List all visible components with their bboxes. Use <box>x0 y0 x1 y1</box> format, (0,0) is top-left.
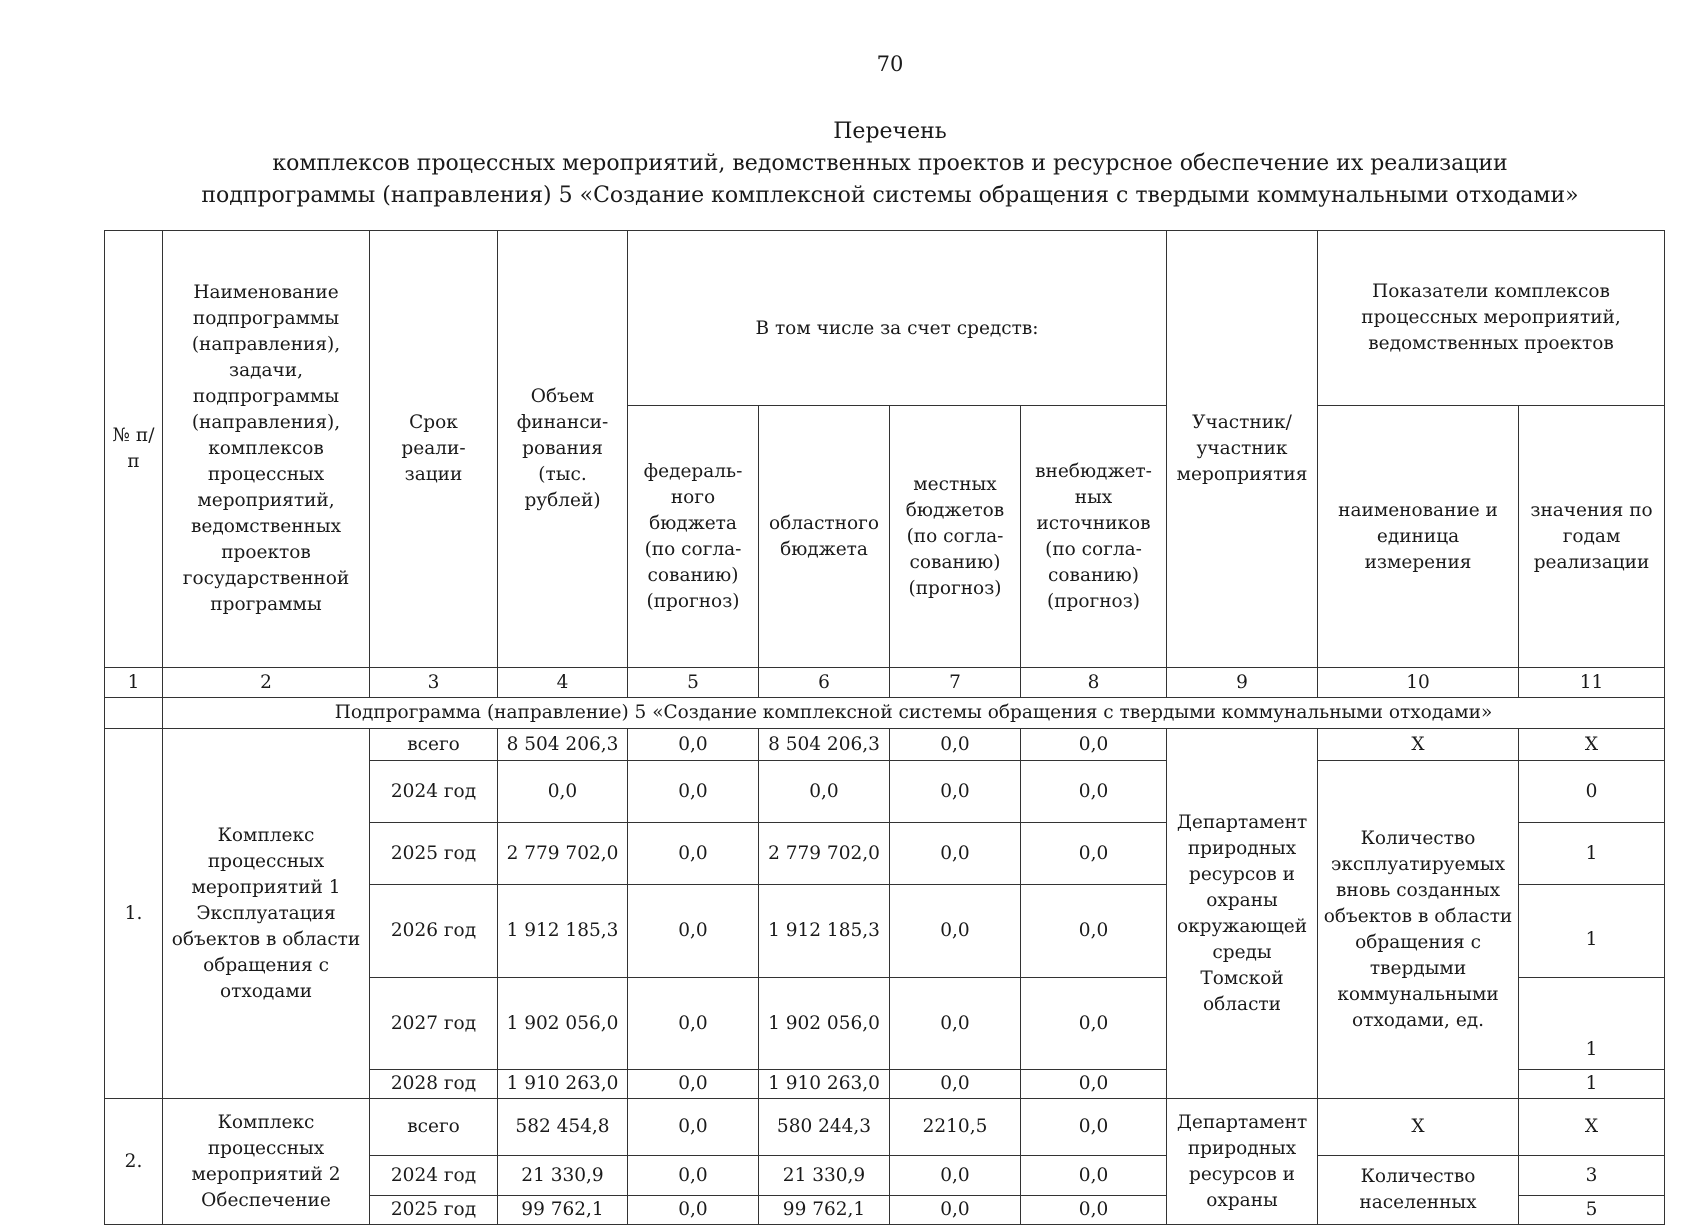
indicator-value: 1 <box>1519 823 1665 885</box>
extra-cell: 0,0 <box>1021 1099 1167 1156</box>
extra-cell: 0,0 <box>1021 729 1167 761</box>
volume-cell: 99 762,1 <box>498 1196 628 1225</box>
volume-cell: 1 912 185,3 <box>498 885 628 978</box>
extra-cell: 0,0 <box>1021 1196 1167 1225</box>
col-num-4: 4 <box>498 668 628 698</box>
indicator-value: 3 <box>1519 1156 1665 1196</box>
federal-cell: 0,0 <box>628 1156 759 1196</box>
header-ind-values: значения по годам реализации <box>1519 406 1665 668</box>
term-cell: 2028 год <box>370 1070 498 1099</box>
col-num-3: 3 <box>370 668 498 698</box>
indicator-value: 1 <box>1519 978 1665 1070</box>
local-cell: 0,0 <box>890 1196 1021 1225</box>
federal-cell: 0,0 <box>628 729 759 761</box>
participant-cell: Департамент природных ресурсов и охраны <box>1167 1099 1318 1225</box>
header-federal: федераль-ного бюджета (по согла-сованию) (прогноз) <box>628 406 759 668</box>
term-cell: 2025 год <box>370 1196 498 1225</box>
header-extrabudget: внебюджет-ных источников (по согла-сованию) (прогноз) <box>1021 406 1167 668</box>
volume-cell: 21 330,9 <box>498 1156 628 1196</box>
indicator-x-name: Х <box>1318 1099 1519 1156</box>
column-numbers-row <box>105 668 1665 698</box>
indicator-name: Количество эксплуатируемых вновь созданных объектов в области обращения с твердыми коммунальными отходами, ед. <box>1318 761 1519 1099</box>
regional-cell: 1 902 056,0 <box>759 978 890 1070</box>
regional-cell: 2 779 702,0 <box>759 823 890 885</box>
local-cell: 0,0 <box>890 885 1021 978</box>
term-cell: всего <box>370 1099 498 1156</box>
regional-cell: 1 910 263,0 <box>759 1070 890 1099</box>
extra-cell: 0,0 <box>1021 1070 1167 1099</box>
regional-cell: 1 912 185,3 <box>759 885 890 978</box>
section-title: Подпрограмма (направление) 5 «Создание комплексной системы обращения с твердыми коммунальными отходами» <box>163 698 1665 729</box>
local-cell: 0,0 <box>890 1070 1021 1099</box>
col-num-11: 11 <box>1519 668 1665 698</box>
program-table <box>104 230 1665 1225</box>
federal-cell: 0,0 <box>628 1099 759 1156</box>
local-cell: 0,0 <box>890 761 1021 823</box>
header-row-1 <box>105 231 1665 406</box>
indicator-x-value: Х <box>1519 729 1665 761</box>
regional-cell: 99 762,1 <box>759 1196 890 1225</box>
extra-cell: 0,0 <box>1021 978 1167 1070</box>
header-indicators-group: Показатели комплексов процессных мероприятий, ведомственных проектов <box>1318 231 1665 406</box>
row-num: 2. <box>105 1099 163 1225</box>
complex-name: Комплекс процессных мероприятий 2 Обеспечение <box>163 1099 370 1225</box>
header-regional: областного бюджета <box>759 406 890 668</box>
indicator-name: Количество населенных <box>1318 1156 1519 1225</box>
extra-cell: 0,0 <box>1021 761 1167 823</box>
header-volume: Объем финанси-рования (тыс. рублей) <box>498 231 628 668</box>
volume-cell: 582 454,8 <box>498 1099 628 1156</box>
participant-cell: Департамент природных ресурсов и охраны окружающей среды Томской области <box>1167 729 1318 1099</box>
volume-cell: 8 504 206,3 <box>498 729 628 761</box>
regional-cell: 21 330,9 <box>759 1156 890 1196</box>
header-num: № п/п <box>105 231 163 668</box>
header-participant: Участник/ участник мероприятия <box>1167 231 1318 668</box>
title-line-1: Перечень <box>833 119 947 144</box>
col-num-1: 1 <box>105 668 163 698</box>
extra-cell: 0,0 <box>1021 1156 1167 1196</box>
volume-cell: 1 902 056,0 <box>498 978 628 1070</box>
header-sources-group: В том числе за счет средств: <box>628 231 1167 406</box>
col-num-10: 10 <box>1318 668 1519 698</box>
indicator-x-value: Х <box>1519 1099 1665 1156</box>
col-num-5: 5 <box>628 668 759 698</box>
federal-cell: 0,0 <box>628 885 759 978</box>
term-cell: 2025 год <box>370 823 498 885</box>
indicator-value: 5 <box>1519 1196 1665 1225</box>
term-cell: 2026 год <box>370 885 498 978</box>
indicator-value: 1 <box>1519 1070 1665 1099</box>
title-line-2: комплексов процессных мероприятий, ведомственных проектов и ресурсное обеспечение их реализации <box>272 151 1508 176</box>
local-cell: 0,0 <box>890 729 1021 761</box>
regional-cell: 580 244,3 <box>759 1099 890 1156</box>
federal-cell: 0,0 <box>628 1196 759 1225</box>
header-name: Наименование подпрограммы (направления), задачи, подпрограммы (направления), комплексов процессных мероприятий, ведомственных проектов государственной программы <box>163 231 370 668</box>
local-cell: 0,0 <box>890 1156 1021 1196</box>
local-cell: 0,0 <box>890 823 1021 885</box>
extra-cell: 0,0 <box>1021 823 1167 885</box>
term-cell: всего <box>370 729 498 761</box>
page-number: 70 <box>876 52 904 76</box>
header-ind-name: наименование и единица измерения <box>1318 406 1519 668</box>
header-term: Срок реали-зации <box>370 231 498 668</box>
federal-cell: 0,0 <box>628 761 759 823</box>
federal-cell: 0,0 <box>628 823 759 885</box>
section-num-cell <box>105 698 163 729</box>
local-cell: 2210,5 <box>890 1099 1021 1156</box>
table-row <box>105 729 1665 761</box>
term-cell: 2027 год <box>370 978 498 1070</box>
document-title <box>0 116 1698 212</box>
term-cell: 2024 год <box>370 761 498 823</box>
complex-name: Комплекс процессных мероприятий 1 Эксплуатация объектов в области обращения с отходами <box>163 729 370 1099</box>
volume-cell: 0,0 <box>498 761 628 823</box>
col-num-8: 8 <box>1021 668 1167 698</box>
volume-cell: 1 910 263,0 <box>498 1070 628 1099</box>
col-num-9: 9 <box>1167 668 1318 698</box>
title-line-3: подпрограммы (направления) 5 «Создание комплексной системы обращения с твердыми коммунальными отходами» <box>201 183 1579 208</box>
indicator-value: 1 <box>1519 885 1665 978</box>
row-num: 1. <box>105 729 163 1099</box>
local-cell: 0,0 <box>890 978 1021 1070</box>
table-row <box>105 1099 1665 1156</box>
col-num-6: 6 <box>759 668 890 698</box>
term-cell: 2024 год <box>370 1156 498 1196</box>
federal-cell: 0,0 <box>628 978 759 1070</box>
extra-cell: 0,0 <box>1021 885 1167 978</box>
federal-cell: 0,0 <box>628 1070 759 1099</box>
volume-cell: 2 779 702,0 <box>498 823 628 885</box>
col-num-2: 2 <box>163 668 370 698</box>
regional-cell: 8 504 206,3 <box>759 729 890 761</box>
indicator-x-name: Х <box>1318 729 1519 761</box>
section-row <box>105 698 1665 729</box>
regional-cell: 0,0 <box>759 761 890 823</box>
col-num-7: 7 <box>890 668 1021 698</box>
indicator-value: 0 <box>1519 761 1665 823</box>
header-local: местных бюджетов (по согла-сованию) (прогноз) <box>890 406 1021 668</box>
